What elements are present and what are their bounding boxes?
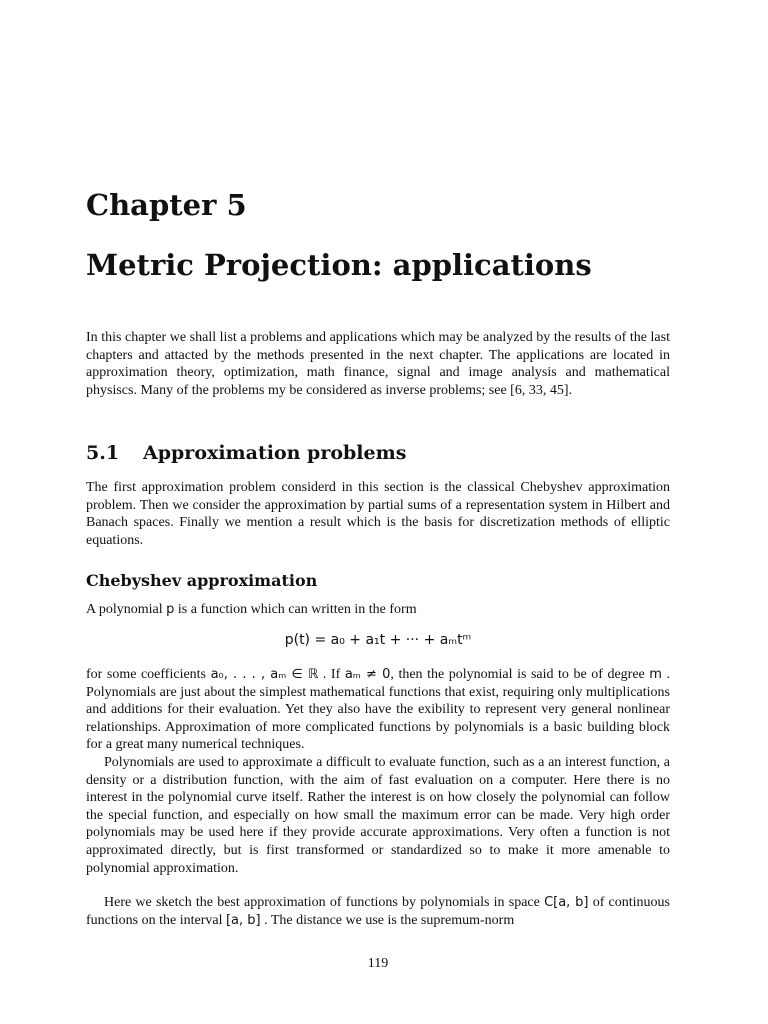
- text-run: is a function which can written in the form: [174, 602, 417, 617]
- text-run: of continuous functions on the interval: [86, 895, 671, 928]
- math-inline: m: [649, 667, 662, 682]
- polynomials-used-paragraph: Polynomials are used to approximate a difficult to evaluate function, such as a an interest function, a density or a distribution function, with the aim of fast evaluation on a computer. Here there is no interest in the polynomial curve itself. Rather the interest is on how closely the polynomial can follow the special function, and especially on how small the maximum error can be made. Very high order polynomials may be used here if they provide accurate approximations. Very often a function is not approximated directly, but is first transformed or standardized so to make it more amenable to polynomial approximation.: [86, 755, 670, 876]
- text-run: for some coefficients: [86, 667, 211, 682]
- sketch-paragraph: [86, 894, 670, 929]
- page-number: 119: [367, 956, 389, 971]
- text-run: , then the polynomial is said to be of degree: [390, 667, 650, 682]
- text-run: . Polynomials are just about the simplest mathematical functions that exist, requiring only multiplications and additions for their evaluation. Yet they also have the exibility to represent very general nonlinear relationships. Approximation of more complicated functions by polynomials is a basic building block for a great many numerical techniques.: [86, 667, 671, 753]
- math-inline: a₀, . . . , aₘ ∈ ℝ: [210, 667, 319, 682]
- section-heading: [86, 442, 406, 464]
- polynomial-definition-paragraph: [86, 601, 670, 619]
- section-title: Approximation problems: [143, 442, 407, 464]
- math-inline: aₘ ≠ 0: [344, 667, 391, 682]
- math-inline: C[a, b]: [544, 895, 589, 910]
- math-inline: [a, b]: [225, 912, 261, 928]
- intro-paragraph: In this chapter we shall list a problems and applications which may be analyzed by the results of the last chapters and attacted by the methods presented in the next chapter. The applications are located in approximation theory, optimization, math finance, signal and image analysis and mathematical physiscs. Many of the problems my be considered as inverse problems; see [6, 33, 45].: [86, 330, 670, 398]
- text-run: A polynomial: [86, 602, 167, 617]
- text-run: . The distance we use is the supremum-norm: [260, 912, 515, 928]
- chapter-label: Chapter 5: [86, 188, 247, 222]
- subsection-heading: Chebyshev approximation: [86, 571, 318, 590]
- chapter-title: Metric Projection: applications: [86, 248, 592, 282]
- section-number: 5.1: [86, 442, 120, 464]
- math-inline: p: [166, 602, 175, 617]
- coefficients-paragraph: [86, 666, 670, 754]
- text-run: . If: [318, 667, 345, 682]
- text-run: Here we sketch the best approximation of functions by polynomials in space: [104, 895, 545, 910]
- section-paragraph: The first approximation problem considerd in this section is the classical Chebyshev approximation problem. Then we consider the approximation by partial sums of a representation system in Hilbert and Banach spaces. Finally we mention a result which is the basis for discretization methods of elliptic equations.: [86, 480, 670, 548]
- display-formula: p(t) = a₀ + a₁t + ··· + aₘtᵐ: [284, 632, 472, 648]
